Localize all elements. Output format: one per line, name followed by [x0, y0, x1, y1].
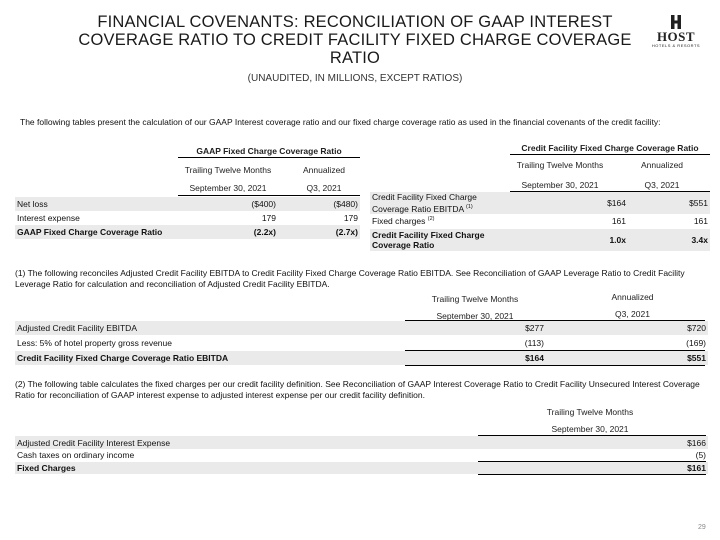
row-value-annualized: $551	[687, 353, 706, 363]
row-value-ttm: (113)	[524, 338, 544, 348]
page-subtitle: (UNAUDITED, IN MILLIONS, EXCEPT RATIOS)	[247, 73, 463, 84]
row-label-line2: Coverage Ratio EBITDA	[372, 203, 464, 214]
row-value-ttm: 1.0x	[609, 235, 626, 245]
table-row	[370, 229, 710, 251]
note2-col1-header-line2: September 30, 2021	[551, 424, 629, 434]
table-row	[15, 211, 360, 225]
table-row	[15, 449, 708, 461]
footnote-ref-2: (2)	[427, 216, 435, 223]
row-value-annualized: (169)	[686, 338, 706, 348]
row-value-ttm: $277	[525, 323, 544, 333]
row-value-ttm: (2.2x)	[253, 227, 276, 237]
row-value-annualized: ($480)	[333, 199, 358, 209]
table-row	[370, 192, 710, 214]
row-value-ttm: (5)	[695, 450, 706, 460]
row-label: Fixed Charges	[17, 463, 76, 473]
row-value-annualized: $551	[689, 198, 708, 208]
gaap-col2-header-line1: Annualized	[302, 165, 346, 175]
table-row	[15, 197, 360, 211]
row-label-line1: Credit Facility Fixed Charge	[372, 230, 485, 240]
footnote-2-text: (2) The following table calculates the fixed charges per our credit facility definition. See Reconciliation of GAAP Interest Coverage Ratio to Credit Facility Unsecured Interest Coverage Ratio for reconciliation of GAAP interest expense to adjusted interest expense per our credit facility definition.	[15, 379, 700, 400]
table-row	[15, 336, 708, 350]
footnote-ref-1: (1)	[466, 204, 473, 211]
cf-col1-header-line2: September 30, 2021	[521, 180, 599, 190]
gaap-header-rule	[178, 195, 360, 196]
note1-col2-header-line1: Annualized	[611, 292, 654, 302]
table-row	[15, 436, 708, 449]
row-label: Adjusted Credit Facility EBITDA	[17, 323, 137, 333]
table-row	[370, 214, 710, 228]
note1-col1-header-line2: September 30, 2021	[436, 311, 514, 321]
table-row	[15, 462, 708, 474]
row-label: Adjusted Credit Facility Interest Expense	[17, 437, 171, 448]
row-label	[370, 216, 526, 226]
cf-col1-header-line1: Trailing Twelve Months	[516, 160, 604, 170]
cf-title-rule	[510, 154, 710, 155]
page-title: FINANCIAL COVENANTS: RECONCILIATION OF GAAP INTEREST COVERAGE RATIO TO CREDIT FACILITY FIXED CHARGE COVERAGE RATIO	[78, 13, 632, 67]
gaap-table-title: GAAP Fixed Charge Coverage Ratio	[196, 146, 342, 156]
note2-col1-header-line1: Trailing Twelve Months	[546, 407, 634, 417]
row-label-line2: Coverage Ratio	[372, 240, 435, 250]
intro-text: The following tables present the calculation of our GAAP Interest coverage ratio and our fixed charge coverage ratio as used in the financial covenants of the credit facility:	[20, 117, 661, 127]
row-label-line1: Fixed charges	[372, 216, 426, 226]
note1-col2-header-line2: Q3, 2021	[615, 309, 650, 319]
row-label	[370, 230, 526, 250]
row-value-annualized: 179	[343, 213, 358, 223]
note1-bottom-rule	[405, 365, 705, 366]
gaap-col1-header-line2: September 30, 2021	[189, 183, 267, 193]
row-value-ttm: $164	[607, 198, 626, 208]
note2-bottom-rule	[478, 474, 706, 475]
host-logo	[648, 15, 704, 48]
row-value-annualized: 161	[693, 216, 708, 226]
row-value-annualized: $720	[687, 323, 706, 333]
page-number: 29	[698, 524, 706, 531]
logo-wordmark: HOST	[656, 29, 696, 44]
logo-tagline: HOTELS & RESORTS	[651, 43, 701, 48]
gaap-title-rule	[178, 157, 360, 158]
cf-col2-header-line1: Annualized	[640, 160, 684, 170]
gaap-col1-header-line1: Trailing Twelve Months	[184, 165, 272, 175]
row-value-annualized: (2.7x)	[335, 227, 358, 237]
row-label: Cash taxes on ordinary income	[17, 450, 135, 460]
table-row	[15, 321, 708, 335]
row-value-annualized: 3.4x	[691, 235, 708, 245]
row-label-line1: Credit Facility Fixed Charge	[372, 192, 477, 203]
row-label: Credit Facility Fixed Charge Coverage Ratio EBITDA	[17, 353, 229, 363]
row-label: Interest expense	[17, 213, 80, 223]
row-value-ttm: $166	[687, 437, 706, 448]
gaap-col2-header-line2: Q3, 2021	[306, 183, 342, 193]
table-row	[15, 225, 360, 239]
row-label: GAAP Fixed Charge Coverage Ratio	[17, 227, 163, 237]
row-label: Net loss	[17, 199, 48, 209]
row-label: Less: 5% of hotel property gross revenue	[17, 338, 172, 348]
note1-col1-header-line1: Trailing Twelve Months	[431, 294, 519, 304]
cf-table-title: Credit Facility Fixed Charge Coverage Ratio	[521, 143, 699, 153]
row-value-ttm: $164	[525, 353, 544, 363]
row-value-ttm: ($400)	[251, 199, 276, 209]
row-value-ttm: $161	[687, 463, 706, 473]
host-logo-mark-icon	[669, 15, 683, 29]
row-value-ttm: 179	[261, 213, 276, 223]
footnote-1-text: (1) The following reconciles Adjusted Credit Facility EBITDA to Credit Facility Fixed Charge Coverage Ratio EBITDA. See Reconciliation of GAAP Leverage Ratio to Credit Facility Leverage Ratio for calculation and reconciliation of Adjusted Credit Facility EBITDA.	[15, 268, 685, 289]
row-value-ttm: 161	[611, 216, 626, 226]
table-row	[15, 351, 708, 365]
row-label	[370, 192, 526, 214]
cf-col2-header-line2: Q3, 2021	[644, 180, 680, 190]
